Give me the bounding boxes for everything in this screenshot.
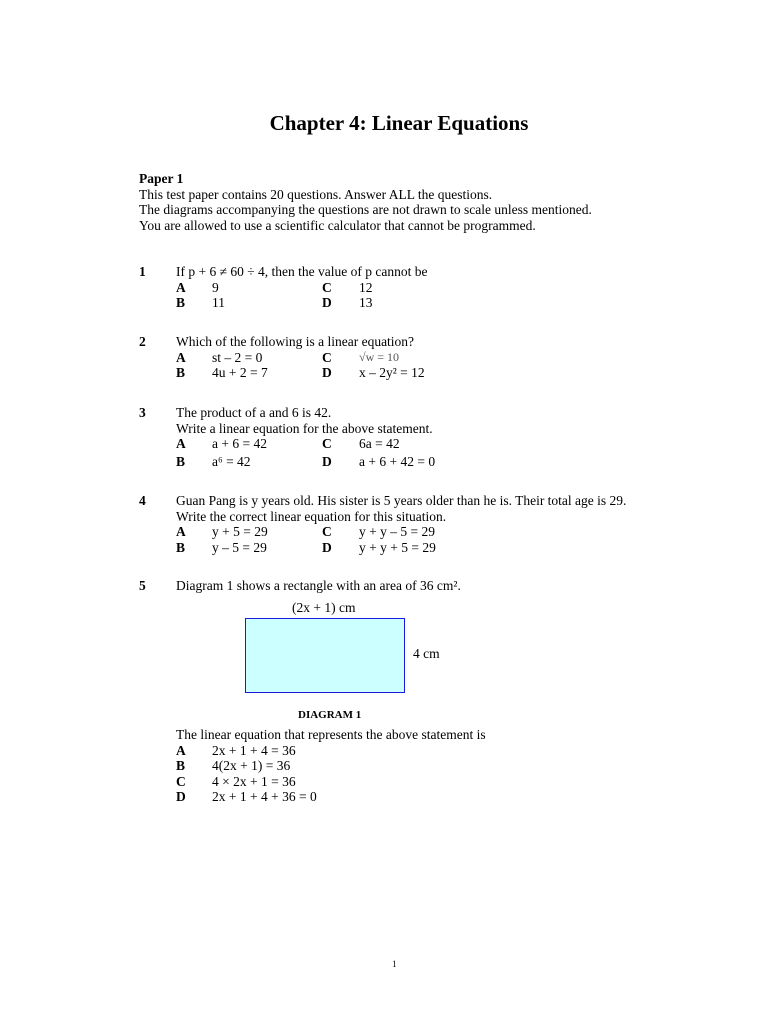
option-text: a + 6 = 42 (212, 436, 267, 451)
option-row (176, 454, 736, 470)
question-text: The product of a and 6 is 42. (176, 405, 332, 420)
question-number: 1 (139, 264, 146, 279)
question-number: 4 (139, 493, 146, 508)
question-number: 5 (139, 578, 146, 593)
page-number: 1 (392, 959, 397, 969)
option-row (176, 524, 736, 540)
question-number: 2 (139, 334, 146, 349)
option-text: 4(2x + 1) = 36 (212, 758, 291, 773)
instruction-line: The diagrams accompanying the questions are not drawn to scale unless mentioned. (139, 202, 592, 217)
option-row (176, 350, 736, 366)
paper-instructions (139, 171, 739, 233)
question-text: The linear equation that represents the above statement is (176, 727, 486, 742)
question-number: 3 (139, 405, 146, 420)
option-label: D (322, 365, 332, 380)
option-label: D (322, 539, 332, 555)
diagram-height-label: 4 cm (413, 646, 440, 661)
option-label: A (176, 279, 186, 295)
option-label: A (176, 742, 186, 758)
option-text: 13 (359, 295, 373, 310)
option-row (176, 743, 736, 759)
page-title: Chapter 4: Linear Equations (269, 111, 529, 135)
option-text: y + y + 5 = 29 (359, 539, 436, 555)
option-row (176, 436, 736, 452)
option-text: 2x + 1 + 4 = 36 (212, 742, 296, 758)
option-label: B (176, 539, 186, 555)
option-label: D (322, 453, 332, 469)
paper-heading: Paper 1 (139, 171, 184, 186)
option-text: a⁶ = 42 (212, 453, 251, 469)
option-label: D (322, 295, 332, 310)
option-text: 11 (212, 295, 225, 310)
option-label: D (176, 789, 186, 804)
option-label: A (176, 524, 186, 539)
option-text: 6a = 42 (359, 436, 400, 451)
instruction-line: You are allowed to use a scientific calculator that cannot be programmed. (139, 217, 536, 233)
option-row (176, 758, 736, 774)
option-label: C (322, 349, 332, 365)
option-text: 9 (212, 279, 219, 295)
question-text: Guan Pang is y years old. His sister is 5 years older than he is. Their total age is 29. (176, 493, 627, 508)
question-text: Write the correct linear equation for this situation. (176, 508, 447, 524)
option-row (176, 295, 736, 311)
option-label: A (176, 436, 186, 451)
option-row (176, 365, 736, 381)
option-text: y – 5 = 29 (212, 539, 267, 555)
option-label: C (176, 773, 186, 789)
option-text: x – 2y² = 12 (359, 365, 425, 380)
instruction-line: This test paper contains 20 questions. Answer ALL the questions. (139, 186, 493, 202)
option-text: y + 5 = 29 (212, 524, 268, 539)
option-row (176, 540, 736, 556)
option-text: 4 × 2x + 1 = 36 (212, 773, 296, 789)
option-label: A (176, 349, 186, 365)
option-label: B (176, 758, 186, 773)
question-text: If p + 6 ≠ 60 ÷ 4, then the value of p cannot be (176, 264, 428, 279)
option-text: a + 6 + 42 = 0 (359, 453, 436, 469)
rectangle-diagram (245, 618, 405, 693)
option-text: √w = 10 (359, 349, 400, 364)
diagram-width-label: (2x + 1) cm (292, 600, 356, 615)
option-label: C (322, 279, 332, 295)
question-text: Which of the following is a linear equation? (176, 334, 415, 349)
option-text: 4u + 2 = 7 (212, 365, 268, 380)
option-row (176, 280, 736, 296)
question-text: Diagram 1 shows a rectangle with an area of 36 cm². (176, 578, 461, 593)
question-text: Write a linear equation for the above statement. (176, 420, 433, 436)
diagram-caption: DIAGRAM 1 (298, 709, 362, 721)
option-text: y + y – 5 = 29 (359, 524, 435, 539)
option-row (176, 774, 736, 790)
option-text: 12 (359, 279, 373, 295)
option-text: st – 2 = 0 (212, 349, 263, 365)
option-label: C (322, 436, 332, 451)
option-label: B (176, 295, 186, 310)
option-text: 2x + 1 + 4 + 36 = 0 (212, 789, 317, 804)
option-label: B (176, 365, 186, 380)
option-label: C (322, 524, 332, 539)
option-row (176, 789, 736, 805)
option-label: B (176, 453, 186, 469)
